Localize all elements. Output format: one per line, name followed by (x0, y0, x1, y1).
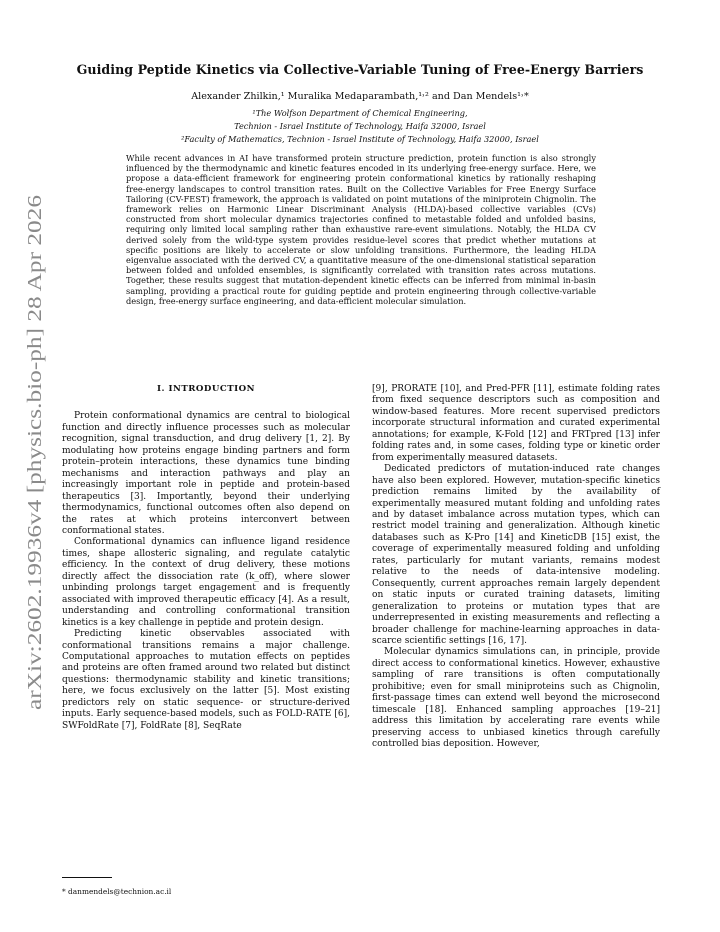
paragraph: Dedicated predictors of mutation-induced rate changes have also been explored. However, mutation-specific kinetics prediction remains limited by the availability of experimentally measured mutant folding and unfolding rates and by dataset imbalance across mutation types, which can restrict model training and generalization. Although kinetic databases such as K-Pro [14] and KineticDB [15] exist, the coverage of experimentally measured folding and unfolding rates, particularly for mutant variants, remains modest relative to the needs of data-intensive modeling. Consequently, current approaches remain largely dependent on static inputs or curated training datasets, limiting generalization to proteins or mutation types that are underrepresented in existing measurements and reflecting a broader challenge for machine-learning approaches in data-scarce scientific settings [16, 17]. (372, 464, 660, 646)
right-column (372, 384, 660, 751)
paragraph: Molecular dynamics simulations can, in principle, provide direct access to conformational kinetics. However, exhaustive sampling of rare transitions is often computationally prohibitive; even for small miniproteins such as Chignolin, first-passage times can extend well beyond the microsecond timescale [18]. Enhanced sampling approaches [19–21] address this limitation by accelerating rare events while preserving access to unbiased kinetics through carefully controlled bias deposition. However, (372, 647, 660, 750)
paper-title: Guiding Peptide Kinetics via Collective-Variable Tuning of Free-Energy Barriers (76, 62, 644, 77)
affiliation-3: ²Faculty of Mathematics, Technion - Israel Institute of Technology, Haifa 32000, Israel (181, 134, 539, 144)
paragraph: Protein conformational dynamics are central to biological function and directly influence processes such as molecular recognition, signal transduction, and drug delivery [1, 2]. By modulating how proteins engage binding partners and form protein–protein interactions, these dynamics tune binding mechanisms and interaction pathways and play an increasingly important role in peptide and protein-based therapeutics [3]. Importantly, beyond their underlying thermodynamics, functional outcomes often also depend on the rates at which proteins interconvert between conformational states. (62, 411, 350, 536)
arxiv-stamp-text: arXiv:2602.19936v4 [physics.bio-ph] 28 Apr 2026 (24, 293, 46, 710)
paragraph: Conformational dynamics can influence ligand residence times, shape allosteric signaling, and regulate catalytic efficiency. In the context of drug delivery, these motions directly affect the dissociation rate (k_off), where slower unbinding prolongs target engagement and is frequently associated with improved therapeutic efficacy [4]. As a result, understanding and controlling conformational transition kinetics is a key challenge in peptide and protein design. (62, 537, 350, 628)
author-list: Alexander Zhilkin,¹ Muralika Medaparambath,¹˒² and Dan Mendels¹˒* (191, 91, 529, 102)
section-heading-introduction: I. INTRODUCTION (157, 384, 255, 394)
affiliation-1: ¹The Wolfson Department of Chemical Engineering, (252, 108, 468, 118)
footnote-rule (62, 877, 112, 878)
paragraph: Predicting kinetic observables associated with conformational transitions remains a major challenge. Computational approaches to mutation effects on peptides and proteins are often framed around two related but distinct questions: thermodynamic stability and kinetic transitions; here, we focus exclusively on the latter [5]. Most existing predictors rely on static sequence- or structure-derived inputs. Early sequence-based models, such as FOLD-RATE [6], SWFoldRate [7], FoldRate [8], SeqRate (62, 629, 350, 731)
affiliation-2: Technion - Israel Institute of Technology, Haifa 32000, Israel (234, 121, 486, 131)
abstract: While recent advances in AI have transformed protein structure prediction, protein function is also strongly influenced by the thermodynamic and kinetic features encoded in its underlying free-energy surface. Here, we propose a data-efficient framework for engineering protein conformational kinetics by rationally reshaping free-energy landscapes to control transition rates. Built on the Collective Variables for Free Energy Surface Tailoring (CV-FEST) framework, the approach is validated on point mutations of the miniprotein Chignolin. The framework relies on Harmonic Linear Discriminant Analysis (HLDA)-based collective variables (CVs) constructed from short molecular dynamics trajectories confined to metastable folded and unfolded basins, requiring only limited local sampling rather than exhaustive rare-event simulations. Notably, the HLDA CV derived solely from the wild-type system provides residue-level scores that predict whether mutations at specific positions are likely to accelerate or slow unfolding transitions. Furthermore, the leading HLDA eigenvalue associated with the derived CV, a quantitative measure of the one-dimensional statistical separation between folded and unfolded ensembles, is significantly correlated with transition rates across mutations. Together, these results suggest that mutation-dependent kinetic effects can be inferred from minimal in-basin sampling, providing a practical route for guiding peptide and protein engineering through collective-variable design, free-energy surface engineering, and data-efficient molecular simulation. (126, 153, 596, 306)
arxiv-identifier-stamp (10, 190, 52, 720)
footnote-email: * danmendels@technion.ac.il (62, 887, 172, 896)
paragraph: [9], PRORATE [10], and Pred-PFR [11], estimate folding rates from fixed sequence descriptors such as composition and window-based features. More recent supervised predictors incorporate structural information and curated experimental annotations; for example, K-Fold [12] and FRTpred [13] infer folding rates and, in some cases, folding type or kinetic order from experimentally measured datasets. (372, 384, 660, 463)
left-column (62, 384, 350, 732)
